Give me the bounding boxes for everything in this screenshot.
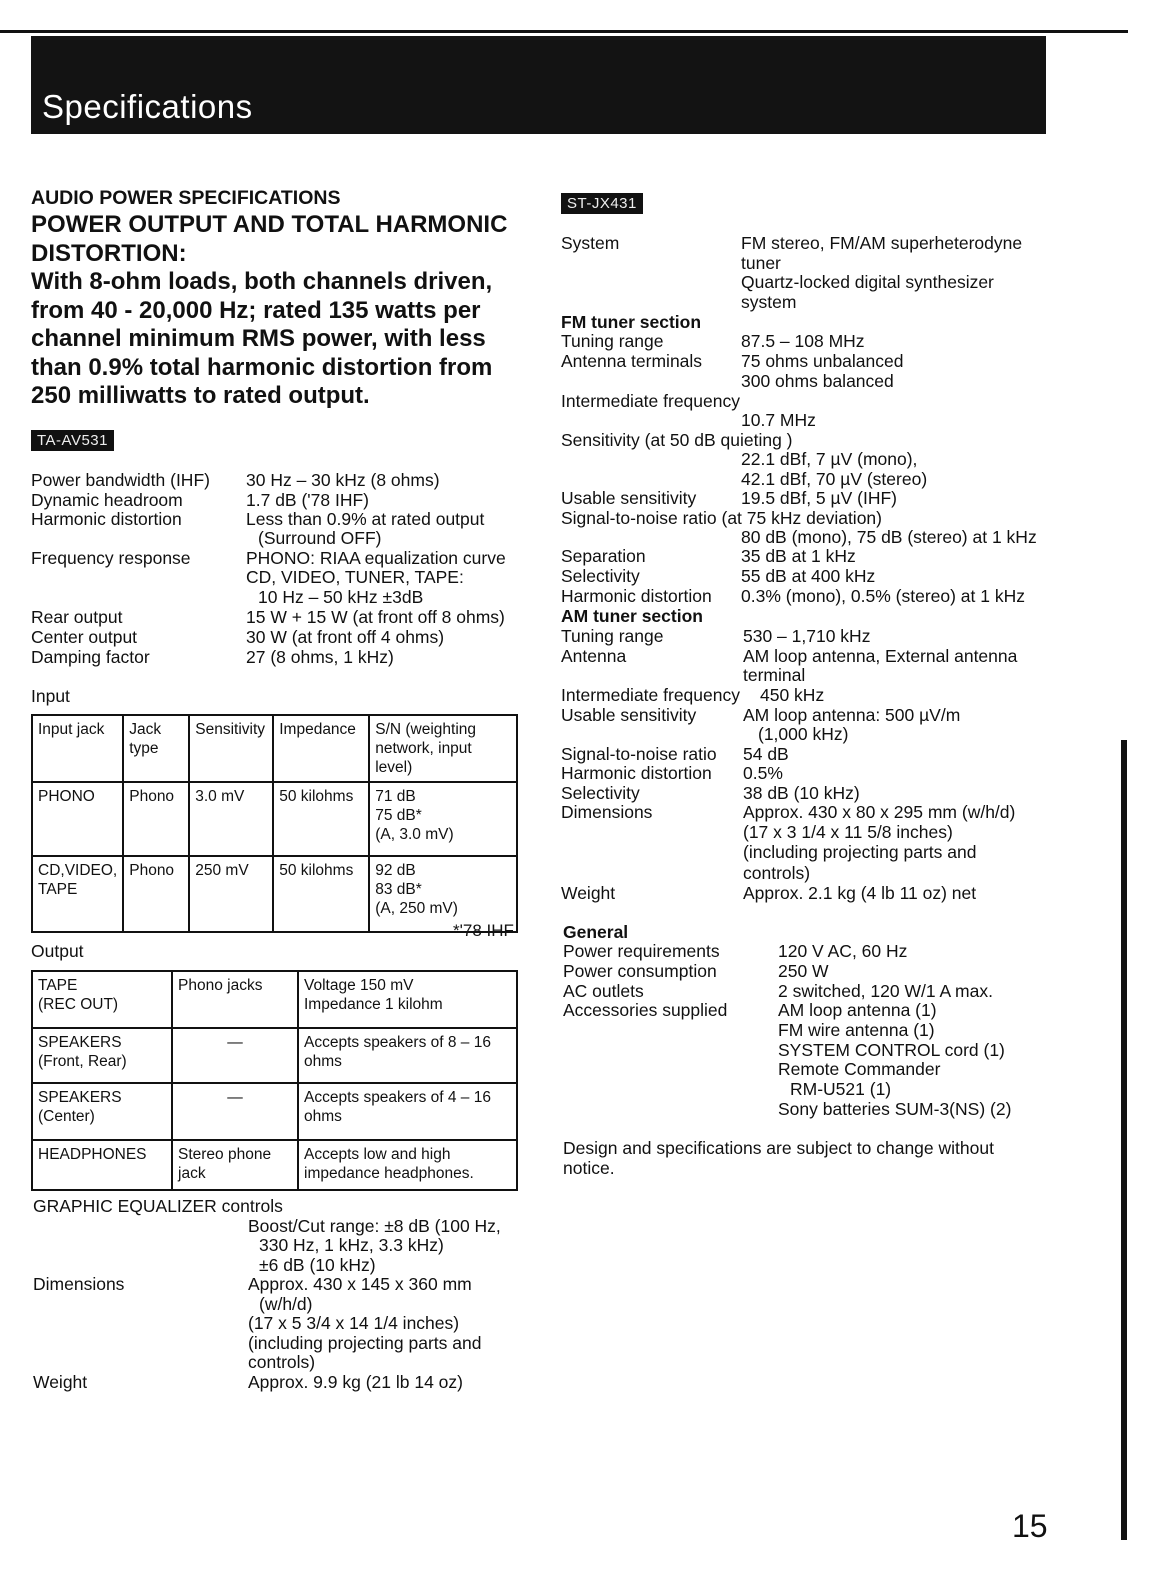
spec-label: Signal-to-noise ratio (at 75 kHz deviation) (561, 508, 882, 528)
spec-label: Weight (561, 883, 616, 903)
spec-label: Accessories supplied (563, 1000, 728, 1020)
spec-label: Power requirements (563, 941, 720, 961)
table-cell: SPEAKERS (Center) (32, 1083, 172, 1140)
spec-label: Sensitivity (at 50 dB quieting ) (561, 430, 793, 450)
eq-value: 330 Hz, 1 kHz, 3.3 kHz) (259, 1235, 444, 1255)
am-section-heading: AM tuner section (561, 606, 703, 626)
input-label: Input (31, 686, 70, 706)
notice-text: Design and specifications are subject to change without (563, 1138, 994, 1158)
table-cell: TAPE (REC OUT) (32, 971, 172, 1028)
spec-value: 0.3% (mono), 0.5% (stereo) at 1 kHz (741, 586, 1025, 606)
spec-value: 35 dB at 1 kHz (741, 546, 856, 566)
spec-value: 54 dB (743, 744, 789, 764)
table-header: Jack type (123, 715, 189, 782)
spec-value: 15 W + 15 W (at front off 8 ohms) (246, 607, 505, 627)
table-cell: PHONO (32, 782, 123, 856)
power-output-title: POWER OUTPUT AND TOTAL HARMONIC DISTORTION: (31, 211, 508, 267)
table-cell: Phono (123, 782, 189, 856)
power-output-heading (31, 211, 521, 411)
table-row (32, 971, 517, 1028)
table-footnote: *'78 IHF (453, 921, 514, 940)
spec-label: Separation (561, 546, 646, 566)
table-row (32, 1028, 517, 1083)
spec-value: 80 dB (mono), 75 dB (stereo) at 1 kHz (741, 527, 1037, 547)
page-edge-bar (1121, 740, 1127, 1540)
table-row (32, 1083, 517, 1140)
table-cell: — (172, 1083, 298, 1140)
spec-value: 38 dB (10 kHz) (743, 783, 860, 803)
spec-value: 530 – 1,710 kHz (743, 626, 871, 646)
eq-label: GRAPHIC EQUALIZER controls (33, 1196, 283, 1216)
spec-label: Rear output (31, 607, 123, 627)
spec-label: Intermediate frequency (561, 391, 740, 411)
table-cell: Phono jacks (172, 971, 298, 1028)
spec-value: 0.5% (743, 763, 783, 783)
table-cell: — (172, 1028, 298, 1083)
output-table (31, 970, 518, 1191)
table-cell: 50 kilohms (273, 782, 369, 856)
spec-value: 1.7 dB ('78 IHF) (246, 490, 369, 510)
spec-value: PHONO: RIAA equalization curve (246, 548, 506, 568)
spec-value: Approx. 2.1 kg (4 lb 11 oz) net (743, 883, 977, 903)
spec-label: Intermediate frequency (561, 685, 740, 705)
general-heading: General (563, 922, 629, 942)
spec-value: CD, VIDEO, TUNER, TAPE: (246, 567, 464, 587)
top-rule (0, 30, 1128, 33)
spec-label: Tuning range (561, 331, 664, 351)
table-cell: 50 kilohms (273, 856, 369, 932)
spec-value: 30 Hz – 30 kHz (8 ohms) (246, 470, 440, 490)
spec-label: Harmonic distortion (561, 586, 712, 606)
spec-label: Usable sensitivity (561, 488, 697, 508)
spec-value: Sony batteries SUM-3(NS) (2) (778, 1099, 1012, 1119)
spec-value: 55 dB at 400 kHz (741, 566, 876, 586)
spec-label: AC outlets (563, 981, 644, 1001)
table-cell: Phono (123, 856, 189, 932)
table-cell: 3.0 mV (189, 782, 273, 856)
spec-value: 120 V AC, 60 Hz (778, 941, 908, 961)
audio-power-heading: AUDIO POWER SPECIFICATIONS (31, 187, 341, 209)
dimensions-value: Approx. 430 x 145 x 360 mm (248, 1274, 472, 1294)
table-cell: CD,VIDEO, TAPE (32, 856, 123, 932)
spec-value: 19.5 dBf, 5 µV (IHF) (741, 488, 897, 508)
spec-label: Usable sensitivity (561, 705, 697, 725)
spec-value: 2 switched, 120 W/1 A max. (778, 981, 993, 1001)
model-tag-ta-av531: TA-AV531 (31, 430, 114, 451)
spec-label: Power bandwidth (IHF) (31, 470, 210, 490)
spec-label: Frequency response (31, 548, 191, 568)
spec-value: RM-U521 (1) (790, 1079, 892, 1099)
spec-value: 10.7 MHz (741, 410, 816, 430)
spec-value: Less than 0.9% at rated output (246, 509, 485, 529)
spec-value: 87.5 – 108 MHz (741, 331, 865, 351)
spec-value: FM stereo, FM/AM superheterodyne (741, 233, 1023, 253)
spec-label: Antenna terminals (561, 351, 703, 371)
dimensions-value: controls) (248, 1352, 316, 1372)
table-header: Input jack (32, 715, 123, 782)
table-header: S/N (weighting network, input level) (369, 715, 517, 782)
spec-value: tuner (741, 253, 781, 273)
input-table (31, 714, 518, 933)
dimensions-value: (w/h/d) (259, 1294, 313, 1314)
dimensions-value: (17 x 5 3/4 x 14 1/4 inches) (248, 1313, 460, 1333)
spec-value: AM loop antenna: 500 µV/m (743, 705, 961, 725)
weight-value: Approx. 9.9 kg (21 lb 14 oz) (248, 1372, 463, 1392)
table-cell: Voltage 150 mV Impedance 1 kilohm (298, 971, 517, 1028)
notice-text: notice. (563, 1158, 615, 1178)
table-row (32, 856, 517, 932)
spec-value: 30 W (at front off 4 ohms) (246, 627, 445, 647)
dimensions-label: Dimensions (33, 1274, 125, 1294)
spec-value: Remote Commander (778, 1059, 941, 1079)
power-output-statement: With 8-ohm loads, both channels driven, from 40 - 20,000 Hz; rated 135 watts per channel minimum RMS power, with less than 0.9% total harmonic distortion from 250 milliwatts to rated output. (31, 268, 493, 409)
page-title: Specifications (42, 88, 253, 125)
spec-value: AM loop antenna (1) (778, 1000, 937, 1020)
spec-value: AM loop antenna, External antenna (743, 646, 1018, 666)
spec-label: Selectivity (561, 566, 640, 586)
table-cell: Accepts low and high impedance headphones. (298, 1140, 517, 1190)
spec-label: Dimensions (561, 802, 653, 822)
table-cell: SPEAKERS (Front, Rear) (32, 1028, 172, 1083)
spec-label: Signal-to-noise ratio (561, 744, 717, 764)
spec-value: (including projecting parts and (743, 842, 977, 862)
spec-label: Antenna (561, 646, 627, 666)
fm-section-heading: FM tuner section (561, 312, 702, 332)
weight-label: Weight (33, 1372, 88, 1392)
spec-label: Dynamic headroom (31, 490, 183, 510)
table-cell: Stereo phone jack (172, 1140, 298, 1190)
table-cell: HEADPHONES (32, 1140, 172, 1190)
spec-value: 450 kHz (760, 685, 825, 705)
spec-label: Damping factor (31, 647, 150, 667)
spec-value: system (741, 292, 797, 312)
table-row (32, 1140, 517, 1190)
output-label: Output (31, 941, 84, 961)
table-cell: 250 mV (189, 856, 273, 932)
spec-label: Tuning range (561, 626, 664, 646)
spec-value: 300 ohms balanced (741, 371, 894, 391)
spec-label: System (561, 233, 620, 253)
spec-label: Harmonic distortion (31, 509, 182, 529)
table-row (32, 782, 517, 856)
table-cell: Accepts speakers of 8 – 16 ohms (298, 1028, 517, 1083)
spec-value: (1,000 kHz) (758, 724, 849, 744)
eq-value: Boost/Cut range: ±8 dB (100 Hz, (248, 1216, 501, 1236)
model-tag-st-jx431: ST-JX431 (561, 193, 643, 214)
spec-value: 22.1 dBf, 7 µV (mono), (741, 449, 918, 469)
spec-value: 75 ohms unbalanced (741, 351, 904, 371)
table-header: Sensitivity (189, 715, 273, 782)
spec-value: 42.1 dBf, 70 µV (stereo) (741, 469, 928, 489)
spec-value: FM wire antenna (1) (778, 1020, 935, 1040)
spec-label: Harmonic distortion (561, 763, 712, 783)
eq-value: ±6 dB (10 kHz) (259, 1255, 376, 1275)
spec-value: Approx. 430 x 80 x 295 mm (w/h/d) (743, 802, 1016, 822)
table-row (32, 715, 517, 782)
spec-label: Selectivity (561, 783, 640, 803)
spec-value: (17 x 3 1/4 x 11 5/8 inches) (743, 822, 953, 842)
spec-value: SYSTEM CONTROL cord (1) (778, 1040, 1005, 1060)
spec-label: Center output (31, 627, 138, 647)
spec-value: 27 (8 ohms, 1 kHz) (246, 647, 394, 667)
spec-value: controls) (743, 863, 811, 883)
spec-label: Power consumption (563, 961, 717, 981)
spec-value: 10 Hz – 50 kHz ±3dB (258, 587, 424, 607)
table-cell: 71 dB 75 dB* (A, 3.0 mV) (369, 782, 517, 856)
page-number: 15 (1012, 1508, 1048, 1544)
table-cell: 92 dB 83 dB* (A, 250 mV) (369, 856, 517, 932)
dimensions-value: (including projecting parts and (248, 1333, 482, 1353)
spec-value: terminal (743, 665, 806, 685)
spec-value: (Surround OFF) (258, 528, 382, 548)
table-cell: Accepts speakers of 4 – 16 ohms (298, 1083, 517, 1140)
spec-value: 250 W (778, 961, 829, 981)
table-header: Impedance (273, 715, 369, 782)
spec-value: Quartz-locked digital synthesizer (741, 272, 994, 292)
